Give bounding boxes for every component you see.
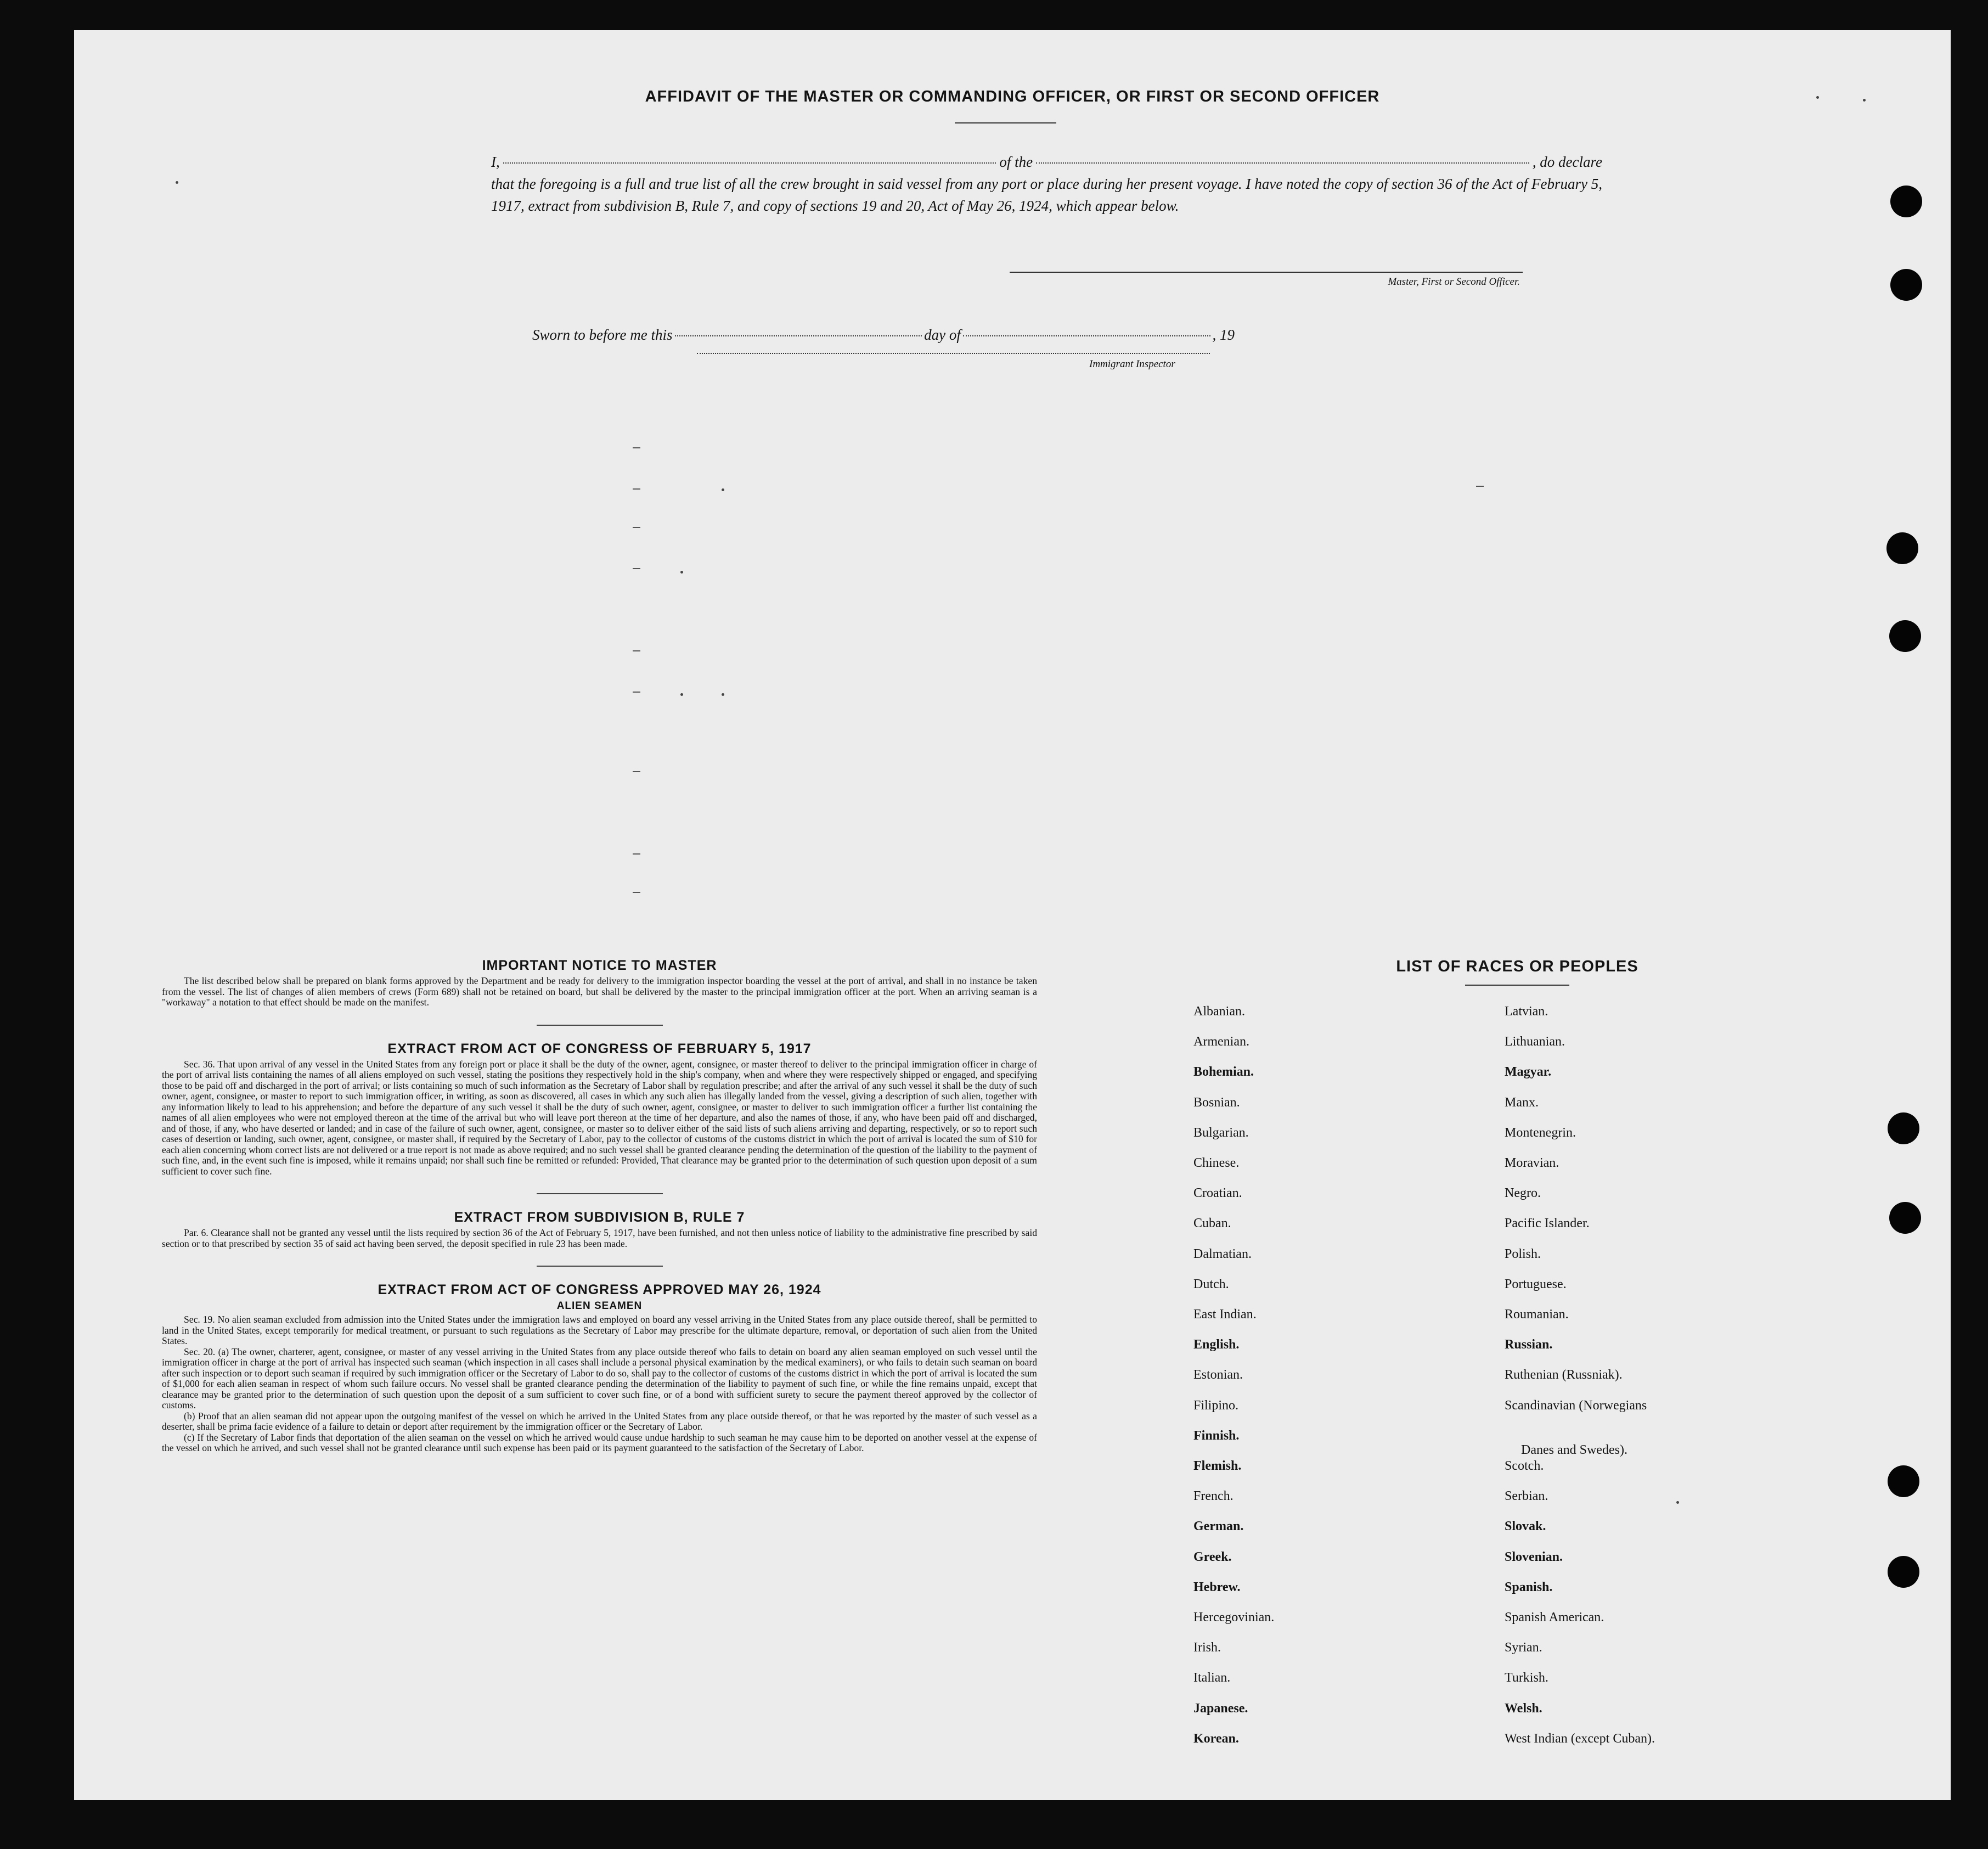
vessel-label: of the bbox=[999, 154, 1033, 170]
race-item: Greek. bbox=[1193, 1549, 1232, 1564]
race-item: Flemish. bbox=[1193, 1459, 1242, 1473]
race-item: Japanese. bbox=[1193, 1701, 1248, 1716]
race-item: Dutch. bbox=[1193, 1277, 1229, 1291]
race-item: Negro. bbox=[1505, 1186, 1541, 1201]
punch-hole bbox=[1889, 1202, 1921, 1234]
race-item: Latvian. bbox=[1505, 1004, 1548, 1019]
race-item: Danes and Swedes). bbox=[1521, 1442, 1627, 1457]
declarant-label: I, bbox=[491, 154, 500, 170]
extract-1924-subtitle: ALIEN SEAMEN bbox=[556, 1300, 643, 1312]
race-item: Portuguese. bbox=[1505, 1277, 1567, 1291]
races-title-underline bbox=[1465, 985, 1569, 986]
punch-hole bbox=[1888, 1465, 1919, 1497]
inspector-caption: Immigrant Inspector bbox=[1089, 358, 1175, 370]
section-divider bbox=[537, 1266, 663, 1267]
race-item: Chinese. bbox=[1193, 1156, 1240, 1170]
extract-1917-body: Sec. 36. That upon arrival of any vessel in the United States from any foreign port or place it shall be the duty of the owner, agent, consignee, or master thereof to deliver to the principal immigration officer in charge of the port of arrival lists containing the names of all aliens employed on such vessel, stating the positions they respectively hold in the ship's company, when and where they were respectively shipped or engaged, and specifying those to be paid off and discharged in the port of arrival; or lists containing so much of such information as the Secretary of Labor shall by regulation prescribe; and after the arrival of any such vessel it shall be the duty of such owner, agent, consignee, or master to report to such immigration officer, in writing, as soon as discovered, all cases in which any such alien has illegally landed from the vessel, giving a description of such alien, together with any information likely to lead to his apprehension; and before the departure of any such vessel it shall be the duty of such owner, agent, consignee, or master to deliver to such immigration officer a further list containing the names of all alien employees who were not employed thereon at the time of the arrival but who will leave port thereon at the time of her departure, and also the names of those, if any, who have been paid off and discharged, and of those, if any, who have deserted or landed; and in case of the failure of such owner, agent, consignee, or master so to deliver either of the said lists of such aliens arriving and departing, respectively, or so to report such cases of desertion or landing, such owner, agent, consignee, or master shall, if required by the Secretary of Labor, pay to the collector of customs of the customs district in which the port of arrival is located the sum of $10 for each alien concerning whom correct lists are not delivered or a true report is not made as above required; and no such vessel shall be granted clearance pending the determination of the question of the liability to the payment of such fine, and, in the event such fine is imposed, while it remains unpaid; nor shall such fine be remitted or refunded: Provided, That clearance may be granted prior to the determination of such question upon deposit of a sum sufficient to cover such fine. bbox=[162, 1058, 1037, 1177]
margin-mark bbox=[633, 488, 640, 490]
race-item: Korean. bbox=[1193, 1731, 1239, 1746]
speck bbox=[176, 181, 178, 184]
speck bbox=[722, 488, 724, 491]
sec20b-text: (b) Proof that an alien seaman did not appear upon the outgoing manifest of the vessel on which he arrived in the United States from any place outside thereof, or that he was reported by the master of such vessel as a deserter, shall be prima facie evidence of a failure to detain or deport after requirement by the immigration officer or the Secretary of Labor. bbox=[162, 1410, 1037, 1432]
races-title: LIST OF RACES OR PEOPLES bbox=[1396, 958, 1638, 975]
punch-hole bbox=[1890, 186, 1922, 217]
race-item: Polish. bbox=[1505, 1246, 1541, 1261]
race-item: French. bbox=[1193, 1489, 1234, 1504]
punch-hole bbox=[1889, 620, 1921, 652]
race-item: Estonian. bbox=[1193, 1368, 1243, 1382]
race-item: East Indian. bbox=[1193, 1307, 1257, 1322]
declaration-line bbox=[491, 151, 1602, 173]
declarant-name-field[interactable] bbox=[503, 162, 996, 164]
race-item: Spanish American. bbox=[1505, 1610, 1604, 1625]
affidavit-title: AFFIDAVIT OF THE MASTER OR COMMANDING OFFICER, OR FIRST OR SECOND OFFICER bbox=[645, 88, 1380, 105]
race-item: Albanian. bbox=[1193, 1004, 1245, 1019]
race-item: Hebrew. bbox=[1193, 1580, 1241, 1594]
race-item: Croatian. bbox=[1193, 1186, 1242, 1201]
race-item: Russian. bbox=[1505, 1337, 1553, 1352]
race-item: German. bbox=[1193, 1519, 1244, 1534]
race-item: Cuban. bbox=[1193, 1216, 1231, 1231]
race-item: Ruthenian (Russniak). bbox=[1505, 1368, 1623, 1382]
race-item: Italian. bbox=[1193, 1671, 1231, 1685]
race-item: Slovak. bbox=[1505, 1519, 1546, 1534]
sworn-day-field[interactable] bbox=[675, 335, 922, 336]
sworn-line bbox=[532, 327, 1235, 344]
margin-mark bbox=[633, 692, 640, 693]
race-item: Moravian. bbox=[1505, 1156, 1559, 1170]
punch-hole bbox=[1888, 1112, 1919, 1144]
notices-column bbox=[162, 958, 1037, 1454]
race-item: Bohemian. bbox=[1193, 1065, 1254, 1080]
extract-rule7-title: EXTRACT FROM SUBDIVISION B, RULE 7 bbox=[454, 1210, 745, 1225]
race-item: Filipino. bbox=[1193, 1398, 1239, 1413]
margin-mark bbox=[633, 771, 640, 772]
punch-hole bbox=[1890, 269, 1922, 301]
race-item: Magyar. bbox=[1505, 1065, 1552, 1080]
race-item: Welsh. bbox=[1505, 1701, 1542, 1716]
extract-rule7-body: Par. 6. Clearance shall not be granted any vessel until the lists required by section 36 of the Act of February 5, 1917, have been furnished, and not then unless notice of liability to the administrative fine prescribed by said section or to that prescribed by section 35 of said act having been served, the deposit specified in rule 23 has been made. bbox=[162, 1227, 1037, 1249]
race-item: Lithuanian. bbox=[1505, 1035, 1565, 1049]
master-signature-caption: Master, First or Second Officer. bbox=[1388, 276, 1520, 288]
race-item: Syrian. bbox=[1505, 1640, 1542, 1655]
race-item: Dalmatian. bbox=[1193, 1246, 1252, 1261]
year-label: , 19 bbox=[1212, 327, 1235, 343]
notice-title: IMPORTANT NOTICE TO MASTER bbox=[482, 958, 717, 973]
margin-mark bbox=[633, 447, 640, 448]
race-item: Manx. bbox=[1505, 1095, 1539, 1110]
race-item: English. bbox=[1193, 1337, 1240, 1352]
margin-mark bbox=[633, 892, 640, 893]
race-item: Slovenian. bbox=[1505, 1549, 1563, 1564]
master-signature-line[interactable] bbox=[1010, 272, 1523, 273]
sec19-text: Sec. 19. No alien seaman excluded from admission into the United States under the immigration laws and employed on board any vessel arriving in the United States from any place outside thereof, shall be permitted to land in the United States, except temporarily for medical treatment, or pursuant to such regulations as the Secretary of Labor may prescribe for the ultimate departure, removal, or deportation of such alien from the United States. bbox=[162, 1314, 1037, 1346]
declare-label: , do declare bbox=[1532, 154, 1602, 170]
race-item: Pacific Islander. bbox=[1505, 1216, 1590, 1231]
margin-mark bbox=[633, 527, 640, 528]
race-item: Scotch. bbox=[1505, 1459, 1544, 1473]
race-item: Montenegrin. bbox=[1505, 1125, 1576, 1140]
sec20c-text: (c) If the Secretary of Labor finds that deportation of the alien seaman on the vessel on which he arrived would cause undue hardship to such seaman he may cause him to be deported on another vessel at the expense of the vessel on which he arrived, and such vessel shall not be granted clearance until such expense has been paid or its payment guaranteed to the satisfaction of the Secretary of Labor. bbox=[162, 1431, 1037, 1453]
margin-mark bbox=[1476, 486, 1484, 487]
race-item: Finnish. bbox=[1193, 1428, 1240, 1443]
margin-mark bbox=[633, 853, 640, 855]
race-item: Serbian. bbox=[1505, 1489, 1548, 1504]
race-item: Armenian. bbox=[1193, 1035, 1249, 1049]
margin-mark bbox=[633, 568, 640, 569]
sworn-label: Sworn to before me this bbox=[532, 327, 673, 343]
declaration-body: that the foregoing is a full and true list of all the crew brought in said vessel from any port or place during her present voyage. I have noted the copy of section 36 of the Act of February 5, 1917, extract from subdivision B, Rule 7, and copy of sections 19 and 20, Act of May 26, 1924, which appear below. bbox=[491, 176, 1602, 214]
race-item: Bosnian. bbox=[1193, 1095, 1240, 1110]
form-sheet bbox=[74, 30, 1951, 1800]
declaration-block bbox=[491, 151, 1602, 217]
race-item: Spanish. bbox=[1505, 1580, 1553, 1594]
punch-hole bbox=[1888, 1556, 1919, 1588]
punch-hole bbox=[1886, 532, 1918, 564]
sworn-month-field[interactable] bbox=[963, 335, 1210, 336]
race-item: Hercegovinian. bbox=[1193, 1610, 1275, 1625]
race-item: Bulgarian. bbox=[1193, 1125, 1249, 1140]
day-of-label: day of bbox=[924, 327, 961, 343]
speck bbox=[680, 693, 683, 696]
extract-1917-title: EXTRACT FROM ACT OF CONGRESS OF FEBRUARY 5, 1917 bbox=[387, 1041, 812, 1056]
section-divider bbox=[537, 1193, 663, 1194]
section-divider bbox=[537, 1025, 663, 1026]
vessel-name-field[interactable] bbox=[1036, 162, 1529, 164]
inspector-signature-line[interactable] bbox=[697, 353, 1210, 354]
race-item: Roumanian. bbox=[1505, 1307, 1569, 1322]
speck bbox=[1676, 1501, 1679, 1504]
races-list bbox=[1193, 958, 1841, 986]
race-item: Scandinavian (Norwegians bbox=[1505, 1398, 1647, 1413]
title-underline bbox=[955, 122, 1056, 123]
race-item: Turkish. bbox=[1505, 1671, 1548, 1685]
notice-body: The list described below shall be prepared on blank forms approved by the Department and be ready for delivery to the immigration inspector boarding the vessel at the port of arrival, and shall in no instance be taken from the vessel. The list of changes of alien members of crews (Form 689) shall not be retained on board, but shall be delivered by the master to the principal immigration officer at the port. When an arriving seaman is a "workaway" a notation to that effect should be made on the manifest. bbox=[162, 975, 1037, 1008]
extract-1924-title: EXTRACT FROM ACT OF CONGRESS APPROVED MAY 26, 1924 bbox=[378, 1282, 821, 1297]
speck bbox=[680, 571, 683, 574]
speck bbox=[722, 693, 724, 696]
sec20a-text: Sec. 20. (a) The owner, charterer, agent, consignee, or master of any vessel arriving in the United States from any place outside thereof who fails to detain on board any alien seaman employed on such vessel until the immigration officer in charge at the port of arrival has inspected such seaman (which inspection in all cases shall include a personal physical examination by the medical examiners), or who fails to detain such seaman on board after such inspection or to deport such seaman if required by such immigration officer or the Secretary of Labor to do so, shall pay to the collector of customs of the customs district in which the port of arrival is located the sum of $1,000 for each alien seaman in respect of whom such failure occurs. No vessel shall be granted clearance pending the determination of the liability to payment of such fine, or while the fine remains unpaid, except that clearance may be granted prior to the determination of such question upon the deposit of a sum sufficient to cover such fine, or of a bond with sufficient surety to secure the payment thereof approved by the collector of customs. bbox=[162, 1346, 1037, 1410]
race-item: West Indian (except Cuban). bbox=[1505, 1731, 1655, 1746]
speck bbox=[1863, 99, 1866, 102]
margin-mark bbox=[633, 650, 640, 651]
speck bbox=[1816, 96, 1819, 99]
race-item: Irish. bbox=[1193, 1640, 1221, 1655]
